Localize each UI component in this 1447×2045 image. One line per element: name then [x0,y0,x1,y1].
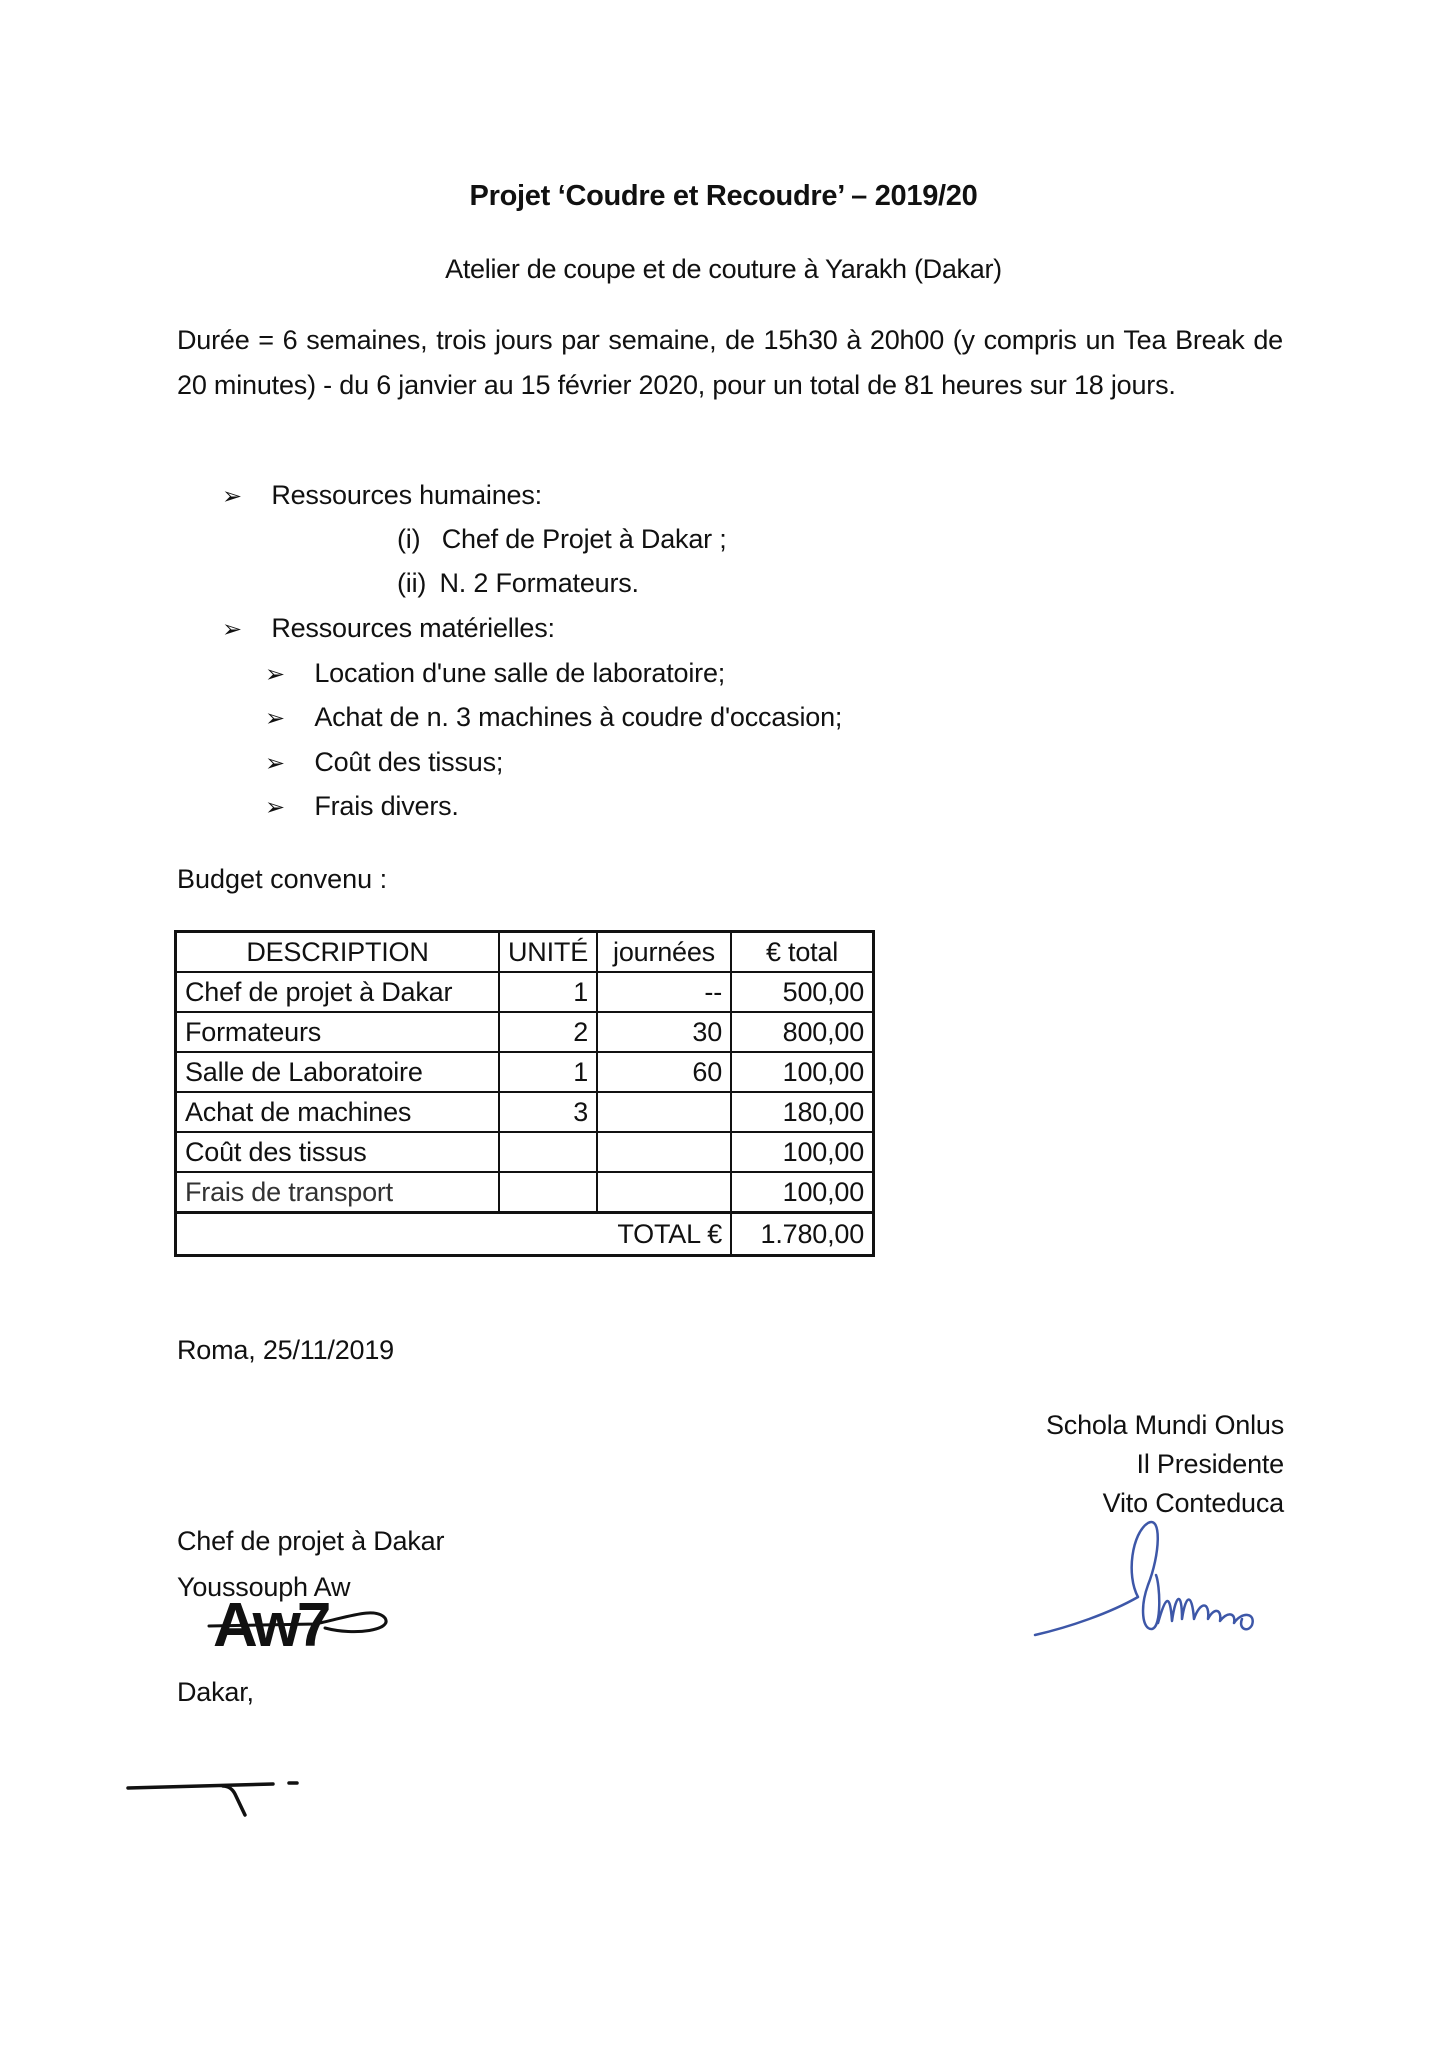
signature-strokes [205,1596,395,1666]
intro-paragraph: Durée = 6 semaines, trois jours par semaine, de 15h30 à 20h00 (y compris un Tea Break de 20 minutes) - du 6 janvier au 15 février 2020, pour un total de 81 heures sur 18 jours. [177,325,1283,400]
table-row [176,972,874,1012]
column-header-total: € total [731,932,874,973]
cell-unite [499,1132,597,1172]
cell-total: 500,00 [731,972,874,1012]
human-resource-item [397,524,727,555]
cell-unite: 1 [499,972,597,1012]
material-resource-item: ➢ Frais divers. [265,791,459,821]
signature-text: Aw7 [213,1591,328,1660]
table-row [176,1012,874,1052]
arrowhead-bullet-icon: ➢ [265,705,285,732]
arrowhead-bullet-icon: ➢ [265,750,285,777]
cell-total: 100,00 [731,1132,874,1172]
list-item-text: N. 2 Formateurs. [439,568,639,598]
cell-journees [597,1092,731,1132]
cell-journees: -- [597,972,731,1012]
cell-unite: 2 [499,1012,597,1052]
signatory-name: Youssouph Aw [177,1572,351,1602]
cell-journees [597,1132,731,1172]
place-date: Roma, 25/11/2019 [177,1335,394,1365]
column-header-journees: journées [597,932,731,973]
table-row [176,1172,874,1213]
signatory-name: Vito Conteduca [1102,1488,1284,1518]
cell-unite: 3 [499,1092,597,1132]
cell-description: Formateurs [176,1012,500,1052]
cell-unite [499,1172,597,1213]
arrowhead-bullet-icon: ➢ [222,483,242,510]
document-title: Projet ‘Coudre et Recoudre’ – 2019/20 [469,180,978,212]
handwritten-signature-left [205,1591,395,1666]
list-item-text: Chef de Projet à Dakar ; [441,524,727,554]
cell-description: Coût des tissus [176,1132,500,1172]
cell-total: 100,00 [731,1052,874,1092]
signatory-role: Il Presidente [1136,1449,1284,1479]
cell-description: Frais de transport [176,1172,500,1213]
table-row [176,1132,874,1172]
arrowhead-bullet-icon: ➢ [222,616,242,643]
signature-stroke [1035,1522,1253,1635]
human-resources-heading: ➢ Ressources humaines: [222,480,542,510]
total-label: TOTAL € [176,1213,732,1256]
table-row [176,1092,874,1132]
table-total-row [176,1213,874,1256]
material-resource-item: ➢ Achat de n. 3 machines à coudre d'occasion; [265,702,843,732]
material-resource-item: ➢ Coût des tissus; [265,747,504,777]
material-resource-item: ➢ Location d'une salle de laboratoire; [265,658,726,688]
cell-description: Achat de machines [176,1092,500,1132]
cell-description: Salle de Laboratoire [176,1052,500,1092]
handwritten-signature-right [1030,1515,1280,1645]
cell-description: Chef de projet à Dakar [176,972,500,1012]
cell-unite: 1 [499,1052,597,1092]
signatory-right-block [1046,1406,1284,1523]
list-marker: (ii) [397,568,427,598]
handwritten-mark [125,1770,305,1830]
material-resources-heading: ➢ Ressources matérielles: [222,613,555,643]
cell-total: 180,00 [731,1092,874,1132]
budget-table [174,930,875,1257]
column-header-description: DESCRIPTION [176,932,500,973]
cell-total: 800,00 [731,1012,874,1052]
total-value: 1.780,00 [731,1213,874,1256]
column-header-unite: UNITÉ [499,932,597,973]
cell-journees: 30 [597,1012,731,1052]
cell-journees: 60 [597,1052,731,1092]
budget-label: Budget convenu : [177,864,388,894]
signatory-place: Dakar, [177,1677,254,1707]
document-subtitle: Atelier de coupe et de couture à Yarakh (Dakar) [445,254,1002,284]
arrowhead-bullet-icon: ➢ [265,661,285,688]
signatory-role: Chef de projet à Dakar [177,1526,445,1556]
signatory-organization: Schola Mundi Onlus [1045,1410,1284,1440]
arrowhead-bullet-icon: ➢ [265,794,285,821]
cell-total: 100,00 [731,1172,874,1213]
list-marker: (i) [397,524,421,554]
cell-journees [597,1172,731,1213]
table-header-row [176,932,874,973]
human-resource-item [397,568,639,599]
table-row [176,1052,874,1092]
